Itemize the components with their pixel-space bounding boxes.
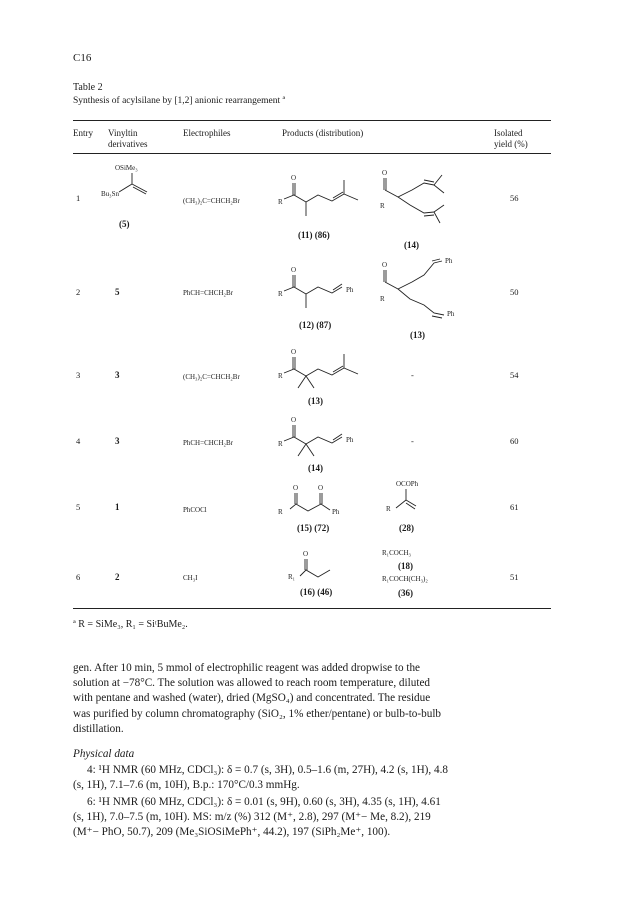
table-header-rule — [73, 153, 551, 154]
row1-product1: (11) (86) — [298, 230, 330, 240]
o-label-8: O — [318, 484, 324, 492]
row5-product2-structure — [384, 478, 444, 516]
row2-entry: 2 — [76, 287, 81, 297]
header-yield-line1: Isolated — [494, 128, 523, 138]
row5-yield: 61 — [510, 502, 519, 512]
row4-electrophile: PhCH=CHCH₂Br — [183, 439, 233, 447]
row4-product1: (14) — [308, 463, 323, 473]
text-line: gen. After 10 min, 5 mmol of electrophilic reagent was added dropwise to the — [73, 662, 421, 674]
o-label-2: O — [382, 169, 388, 177]
row2-yield: 50 — [510, 287, 519, 297]
row6-entry: 6 — [76, 572, 81, 582]
row1-yield: 56 — [510, 193, 519, 203]
o-label-6: O — [291, 416, 297, 424]
row4-entry: 4 — [76, 436, 81, 446]
text-line: 6: ¹H NMR (60 MHz, CDCl₃): δ = 0.01 (s, 9H), 0.60 (s, 3H), 4.35 (s, 1H), 4.61 — [87, 796, 441, 808]
header-electrophiles: Electrophiles — [183, 128, 231, 138]
ph-label-4: Ph — [346, 436, 354, 444]
row5-product1: (15) (72) — [297, 523, 330, 533]
row5-product1-structure — [278, 482, 364, 518]
header-products: Products (distribution) — [282, 128, 364, 138]
row1-vinyltin-structure — [101, 162, 165, 210]
row3-vinyltin: 3 — [115, 370, 120, 380]
o-label-3: O — [291, 266, 297, 274]
row6-product2-c: R₁COCH(CH₃)₂ — [382, 575, 428, 583]
r-label-3: R — [278, 290, 283, 298]
row1-product1-structure — [276, 170, 366, 220]
ph-label-3: Ph — [447, 310, 455, 318]
text-line: was purified by column chromatography (SiO₂, 1% ether/pentane) or bulb-to-bulb — [73, 707, 442, 720]
row3-product1: (13) — [308, 396, 323, 406]
row4-product2: - — [411, 436, 414, 446]
row3-entry: 3 — [76, 370, 81, 380]
row3-product2: - — [411, 370, 414, 380]
row5-product2: (28) — [399, 523, 414, 533]
r-label-8: R — [386, 505, 391, 513]
row3-electrophile: (CH₃)₂C=CHCH₂Br — [183, 373, 240, 381]
o-label: O — [291, 174, 297, 182]
row6-product2-d: (36) — [398, 588, 413, 598]
paragraph-compound-6 — [73, 795, 551, 841]
row3-product1-structure — [276, 344, 366, 392]
row2-electrophile: PhCH=CHCH₂Br — [183, 289, 233, 297]
row6-product2-a: R₁COCH₃ — [382, 549, 411, 557]
text-line: solution at −78°C. The solution was allowed to reach room temperature, diluted — [73, 677, 431, 690]
text-line: (s, 1H), 7.1–7.6 (m, 10H), B.p.: 170°C/0.3 mmHg. — [73, 779, 300, 792]
text-line: 4: ¹H NMR (60 MHz, CDCl₃): δ = 0.7 (s, 3H), 0.5–1.6 (m, 27H), 4.2 (s, 1H), 4.8 — [87, 764, 448, 776]
header-yield — [494, 128, 528, 150]
o-label-5: O — [291, 348, 297, 356]
row6-product1-structure — [288, 548, 352, 584]
table-title: Synthesis of acylsilane by [1,2] anionic rearrangement ª — [73, 96, 286, 106]
header-yield-line2: yield (%) — [494, 139, 528, 149]
r-label-4: R — [380, 295, 385, 303]
row4-yield: 60 — [510, 436, 519, 446]
r-label-2: R — [380, 202, 385, 210]
o-label-7: O — [293, 484, 299, 492]
row5-electrophile: PhCOCl — [183, 506, 207, 514]
header-vinyltin — [108, 128, 148, 150]
ocoph-label: OCOPh — [396, 480, 419, 488]
paragraph-procedure — [73, 661, 551, 737]
row1-product2: (14) — [404, 240, 419, 250]
heading-physical-data: Physical data — [73, 748, 135, 760]
row3-yield: 54 — [510, 370, 519, 380]
row2-product2: (13) — [410, 330, 425, 340]
row2-product1-structure — [276, 262, 366, 312]
text-line: with pentane and washed (water), dried (MgSO₄) and concentrated. The residue — [73, 692, 431, 705]
row1-electrophile: (CH₃)₂C=CHCH₂Br — [183, 197, 240, 205]
table-label: Table 2 — [73, 82, 103, 93]
row1-entry: 1 — [76, 193, 81, 203]
row1-product2-structure — [372, 165, 462, 235]
text-line: distillation. — [73, 722, 124, 735]
row6-product1: (16) (46) — [300, 587, 333, 597]
header-vinyltin-line1: Vinyltin — [108, 128, 138, 138]
table-bottom-rule — [73, 608, 551, 609]
page-id: C16 — [73, 52, 92, 64]
row6-yield: 51 — [510, 572, 519, 582]
row4-product1-structure — [276, 412, 366, 460]
row5-vinyltin: 1 — [115, 502, 120, 512]
bu3sn-label: Bu₃Sn — [101, 190, 120, 198]
row4-vinyltin: 3 — [115, 436, 120, 446]
r-label-5: R — [278, 372, 283, 380]
r-label-6: R — [278, 440, 283, 448]
row6-product2-b: (18) — [398, 561, 413, 571]
o-label-9: O — [303, 550, 309, 558]
text-line: (s, 1H), 7.0–7.5 (m, 10H). MS: m/z (%) 312 (M⁺, 2.8), 297 (M⁺− Me, 8.2), 219 — [73, 811, 431, 824]
row6-vinyltin: 2 — [115, 572, 120, 582]
r-label-7: R — [278, 508, 283, 516]
header-vinyltin-line2: derivatives — [108, 139, 148, 149]
table-footnote: ª R = SiMe₃, R₁ = SiᵗBuMe₂. — [73, 619, 188, 630]
o-label-4: O — [382, 261, 388, 269]
ph-label-5: Ph — [332, 508, 340, 516]
row2-vinyltin: 5 — [115, 287, 120, 297]
r1-label: R₁ — [288, 573, 296, 581]
ph-label: Ph — [346, 286, 354, 294]
row2-product1: (12) (87) — [299, 320, 332, 330]
r-label: R — [278, 198, 283, 206]
row6-electrophile: CH₃I — [183, 574, 198, 582]
ph-label-2: Ph — [445, 257, 453, 265]
header-entry: Entry — [73, 128, 93, 138]
osime3-label: OSiMe₃ — [115, 164, 138, 172]
paragraph-compound-4 — [73, 763, 551, 793]
text-line: (M⁺− PhO, 50.7), 209 (Me₃SiOSiMePh⁺, 44.2), 197 (SiPh₂Me⁺, 100). — [73, 826, 391, 839]
row2-product2-structure — [372, 255, 472, 327]
table-top-rule — [73, 120, 551, 121]
row1-vinyltin: (5) — [119, 219, 130, 229]
row5-entry: 5 — [76, 502, 81, 512]
